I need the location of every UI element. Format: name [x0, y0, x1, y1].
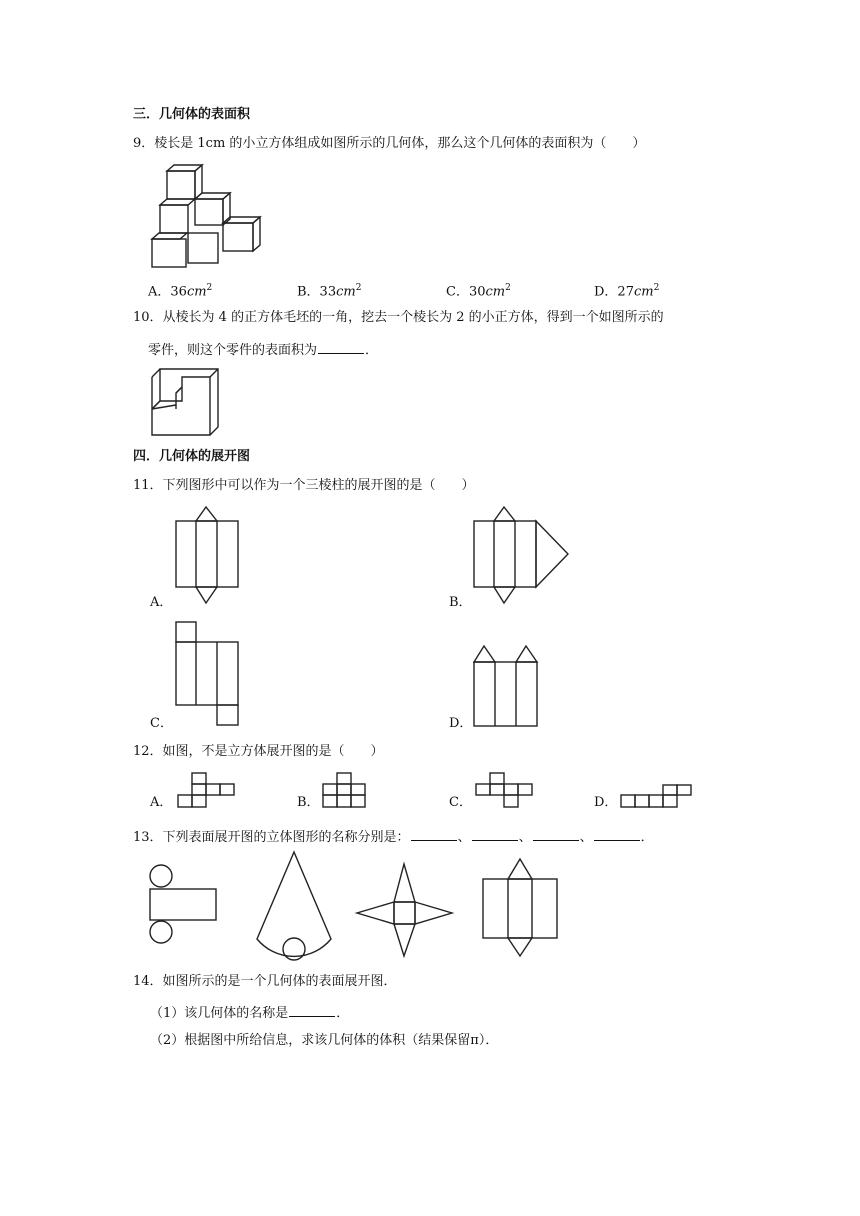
q11-option-d-net [473, 643, 539, 728]
q11-option-c-net [175, 621, 240, 727]
answer-blank-3 [533, 827, 579, 841]
q11-label-c: C． [150, 716, 173, 731]
q12-label-b: B． [297, 795, 320, 810]
section-3-title: 三．几何体的表面积 [133, 107, 251, 122]
q11-option-b-net [473, 506, 573, 608]
answer-blank [318, 340, 364, 354]
q11-option-a-net [175, 506, 240, 608]
q12-option-b-net [322, 772, 368, 810]
section-4-title: 四．几何体的展开图 [133, 449, 251, 464]
q9-cube-stack-figure [150, 163, 265, 263]
q12-option-d-net [620, 784, 694, 810]
q13-pyramid-net [356, 863, 454, 958]
q11-label-d: D． [449, 716, 473, 731]
q11-label-b: B． [449, 595, 472, 610]
q13-prism-net [481, 858, 559, 958]
question-12-text: 12．如图，不是立方体展开图的是（ ） [133, 744, 384, 759]
question-9-text: 9．棱长是 1cm 的小立方体组成如图所示的几何体，那么这个几何体的表面积为（ ） [133, 136, 646, 151]
q12-option-a-net [176, 772, 236, 810]
answer-blank-4 [594, 827, 640, 841]
question-10-line1: 10．从棱长为 4 的正方体毛坯的一角，挖去一个棱长为 2 的小正方体，得到一个如图所示的 [133, 310, 664, 325]
q10-cut-cube-figure [150, 365, 222, 440]
q11-label-a: A． [150, 595, 173, 610]
question-14-sub1: （1）该几何体的名称是 ． [150, 1003, 349, 1023]
answer-blank-2 [472, 827, 518, 841]
q13-cone-net [254, 851, 334, 961]
q12-label-c: C． [449, 795, 472, 810]
answer-blank [289, 1003, 335, 1017]
question-14-sub2: （2）根据图中所给信息，求该几何体的体积（结果保留π）． [150, 1033, 499, 1048]
q13-cylinder-net [148, 862, 220, 944]
q12-label-a: A． [150, 795, 173, 810]
question-14-text: 14．如图所示的是一个几何体的表面展开图． [133, 974, 397, 989]
q9-option-d: D．$27cm^2$ [594, 283, 660, 300]
answer-blank-1 [411, 827, 457, 841]
question-10-line2: 零件，则这个零件的表面积为 ． [148, 340, 378, 360]
q9-option-a: A．$36cm^2$ [148, 283, 213, 300]
q12-label-d: D． [594, 795, 618, 810]
q9-option-c: C．$30cm^2$ [446, 283, 511, 300]
q12-option-c-net [474, 772, 534, 810]
q9-option-b: B．$33cm^2$ [297, 283, 362, 300]
question-11-text: 11．下列图形中可以作为一个三棱柱的展开图的是（ ） [133, 478, 475, 493]
question-13-text: 13．下列表面展开图的立体图形的名称分别是： 、 、 、 ． [133, 827, 654, 847]
